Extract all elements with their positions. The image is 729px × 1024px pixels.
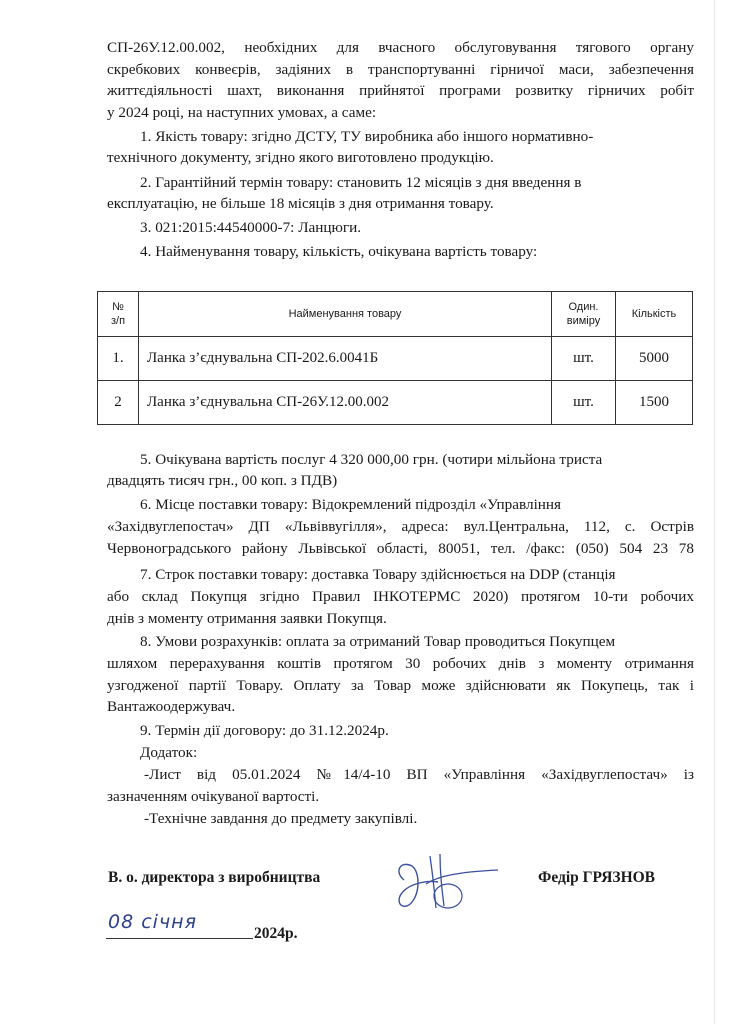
clause-2-line2: експлуатацію, не більше 18 місяців з дня отримання товару. (107, 195, 494, 212)
row-quantity: 5000 (616, 337, 693, 381)
handwritten-date: 08 січня (108, 911, 198, 933)
clause-5-line1: 5. Очікувана вартість послуг 4 320 000,00 грн. (чотири мільйона триста (140, 451, 603, 468)
clause-8-line1: 8. Умови розрахунків: оплата за отриманий Товар проводиться Покупцем (140, 633, 616, 650)
clause-1-line2: технічного документу, згідно якого виготовлено продукцію. (107, 149, 494, 166)
clause-2-line1: 2. Гарантійний термін товару: становить 12 місяців з дня введення в (140, 174, 582, 191)
row-name: Ланка з’єднувальна СП-202.6.0041Б (139, 337, 552, 381)
attachment-title: Додаток: (140, 744, 198, 761)
header-number: № з/п (98, 292, 139, 337)
date-underline (106, 938, 253, 939)
header-quantity: Кількість (616, 292, 693, 337)
intro-line: СП-26У.12.00.002, необхідних для вчасного обслуговування тягового органу (107, 39, 694, 56)
attachment-1-cont: зазначенням очікуваної вартості. (107, 788, 320, 805)
signatory-name: Федір ГРЯЗНОВ (538, 869, 656, 886)
row-number: 2 (98, 381, 139, 425)
table-row (98, 337, 693, 381)
page-edge (714, 0, 715, 1024)
table-header-row (98, 292, 693, 337)
clause-6-body: «Західвуглепостач» ДП «Львіввугілля», адреса: вул.Центральна, 112, с. Острів Червоноградського району Львівської області, 80051, тел. /факс: (050) 504 23 78 (107, 518, 694, 557)
attachment-1: -Лист від 05.01.2024 №14/4-10 ВП «Управління «Західвуглепостач» із (144, 766, 694, 783)
clause-5-line2: двадцять тисяч грн., 00 коп. з ПДВ) (107, 472, 338, 489)
attachment-2: -Технічне завдання до предмету закупівлі. (144, 810, 418, 827)
clause-9: 9. Термін дії договору: до 31.12.2024р. (140, 722, 389, 739)
table-row (98, 381, 693, 425)
goods-table (97, 291, 693, 425)
intro-paragraph (107, 37, 694, 123)
clause-1-line1: 1. Якість товару: згідно ДСТУ, ТУ виробника або іншого нормативно- (140, 128, 594, 145)
signatory-position: В. о. директора з виробництва (108, 869, 321, 886)
clause-7-body: або склад Покупця згідно Правил ІНКОТЕРМС 2020) протягом 10-ти робочих днів з моменту отримання заявки Покупця. (107, 588, 694, 627)
clause-4: 4. Найменування товару, кількість, очікувана вартість товару: (140, 243, 538, 260)
clause-8-body: шляхом перерахування коштів протягом 30 робочих днів з моменту отримання узгодженої партії Товару. Оплату за Товар може здійснювати як Покупець, так і Вантажоодержувач. (107, 655, 694, 715)
clause-3: 3. 021:2015:44540000-7: Ланцюги. (140, 219, 361, 236)
clause-6-line1: 6. Місце поставки товару: Відокремлений підрозділ «Управління (140, 496, 562, 513)
date-year: 2024р. (254, 925, 298, 942)
clause-7-line1: 7. Строк поставки товару: доставка Товару здійснюється на DDP (станція (140, 566, 616, 583)
signature-mark (386, 846, 506, 918)
header-name: Найменування товару (139, 292, 552, 337)
intro-line: скребкових конвеєрів, задіяних в транспортуванні гірничої маси, забезпечення (107, 60, 694, 78)
header-unit: Один. виміру (552, 292, 616, 337)
row-unit: шт. (552, 381, 616, 425)
intro-line: у 2024 році, на наступних умовах, а саме: (107, 103, 377, 121)
intro-line: життєдіяльності шахт, виконання прийнятої програми розвитку гірничих робіт (107, 82, 694, 99)
row-name: Ланка з’єднувальна СП-26У.12.00.002 (139, 381, 552, 425)
row-quantity: 1500 (616, 381, 693, 425)
row-number: 1. (98, 337, 139, 381)
row-unit: шт. (552, 337, 616, 381)
